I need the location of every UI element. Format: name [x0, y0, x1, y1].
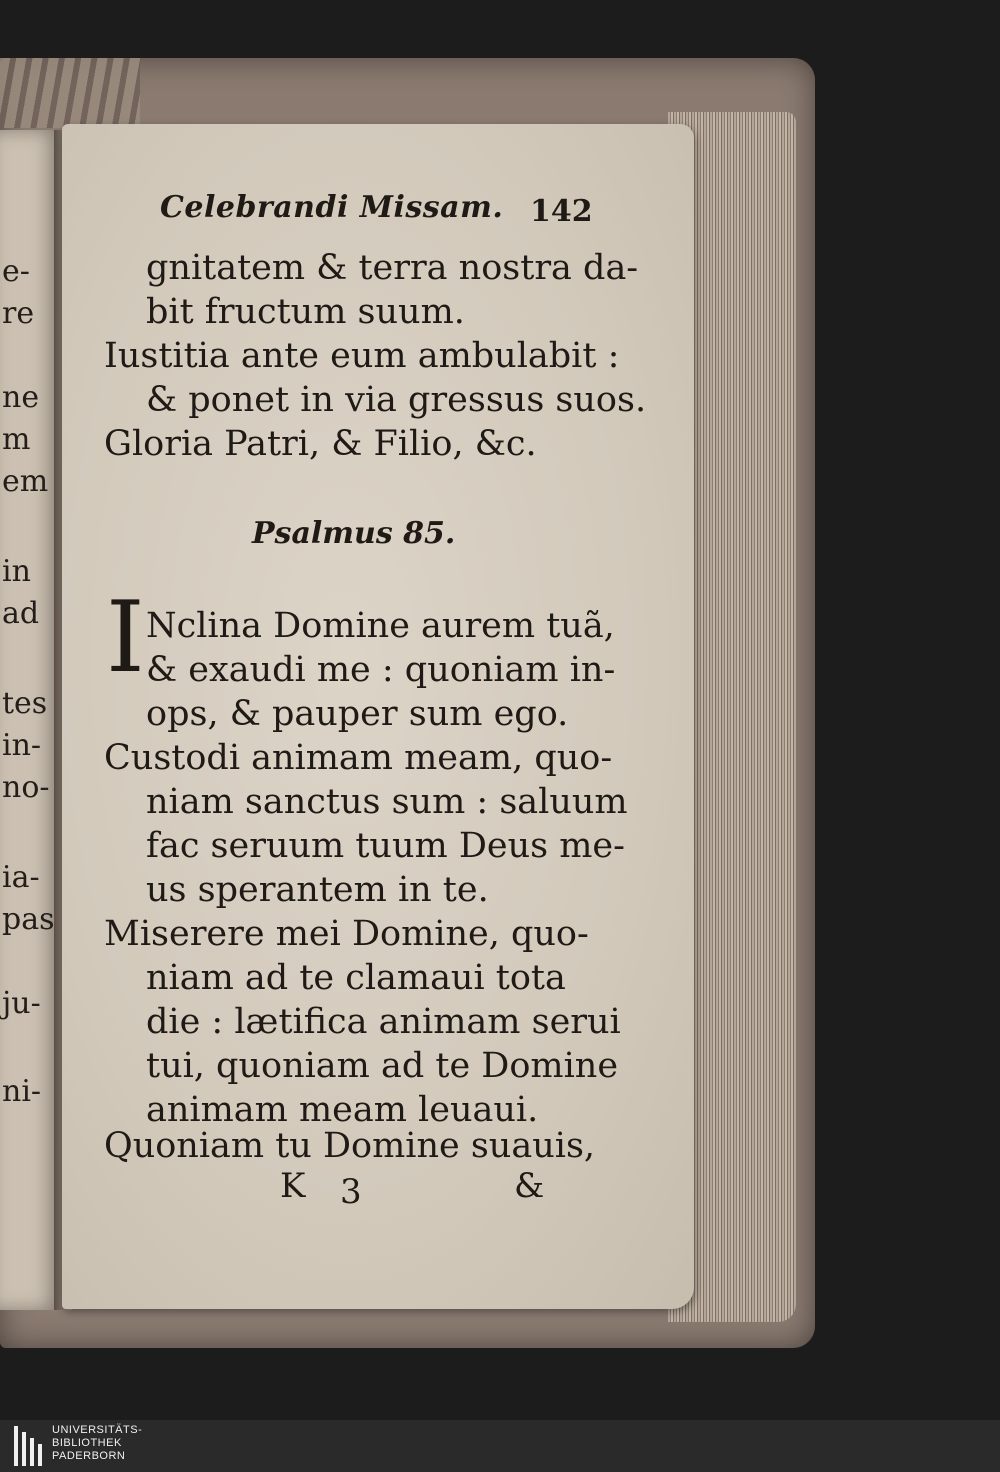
text-line: us sperantem in te. — [146, 870, 489, 910]
psalm-heading: Psalmus 85. — [252, 516, 456, 551]
catchword: & — [514, 1166, 545, 1206]
text-line: niam sanctus sum : saluum — [146, 782, 628, 822]
text-line: Miserere mei Domine, quo- — [104, 914, 589, 954]
text-line: Gloria Patri, & Filio, &c. — [104, 424, 537, 464]
footer-bar — [0, 1420, 1000, 1472]
left-page-fragment: re — [2, 296, 35, 331]
text-line: tui, quoniam ad te Domine — [146, 1046, 619, 1086]
text-line: ops, & pauper sum ego. — [146, 694, 569, 734]
left-page-fragment: ne — [2, 380, 40, 415]
text-line: bit fructum suum. — [146, 292, 465, 332]
library-logo-text: UNIVERSITÄTS- BIBLIOTHEK PADERBORN — [52, 1424, 143, 1462]
text-line: & exaudi me : quoniam in- — [146, 650, 616, 690]
left-page-fragment: ia- — [2, 860, 40, 895]
left-page-fragment: m — [2, 422, 31, 457]
text-line: Quoniam tu Domine suauis, — [104, 1126, 596, 1166]
page-number: 142 — [530, 194, 593, 229]
left-page-fragment: ni- — [2, 1074, 42, 1109]
binding-cords — [0, 58, 140, 128]
left-page-fragment: ju- — [2, 986, 41, 1021]
left-page-fragment: in — [2, 554, 31, 589]
left-page-fragment: pas — [2, 902, 55, 937]
text-line: Iustitia ante eum ambulabit : — [104, 336, 620, 376]
text-line: animam meam leuaui. — [146, 1090, 539, 1130]
left-page-fragment: no- — [2, 770, 50, 805]
text-line: gnitatem & terra nostra da- — [146, 248, 639, 288]
text-line: niam ad te clamaui tota — [146, 958, 566, 998]
text-line: Custodi animam meam, quo- — [104, 738, 613, 778]
drop-initial: I — [106, 581, 145, 695]
signature-letter: K — [280, 1166, 306, 1206]
left-page-fragment: e- — [2, 254, 30, 289]
left-page-fragment: ad — [2, 596, 40, 631]
left-page — [0, 130, 60, 1310]
library-logo-icon — [14, 1426, 44, 1466]
text-line: fac seruum tuum Deus me- — [146, 826, 625, 866]
left-page-fragment: em — [2, 464, 49, 499]
text-line: Nclina Domine aurem tuã, — [146, 606, 615, 646]
text-line: & ponet in via gressus suos. — [146, 380, 647, 420]
left-page-fragment: in- — [2, 728, 42, 763]
running-head: Celebrandi Missam. — [160, 190, 504, 225]
signature-number: 3 — [340, 1172, 362, 1212]
left-page-fragment: tes — [2, 686, 48, 721]
text-line: die : lætifica animam serui — [146, 1002, 621, 1042]
